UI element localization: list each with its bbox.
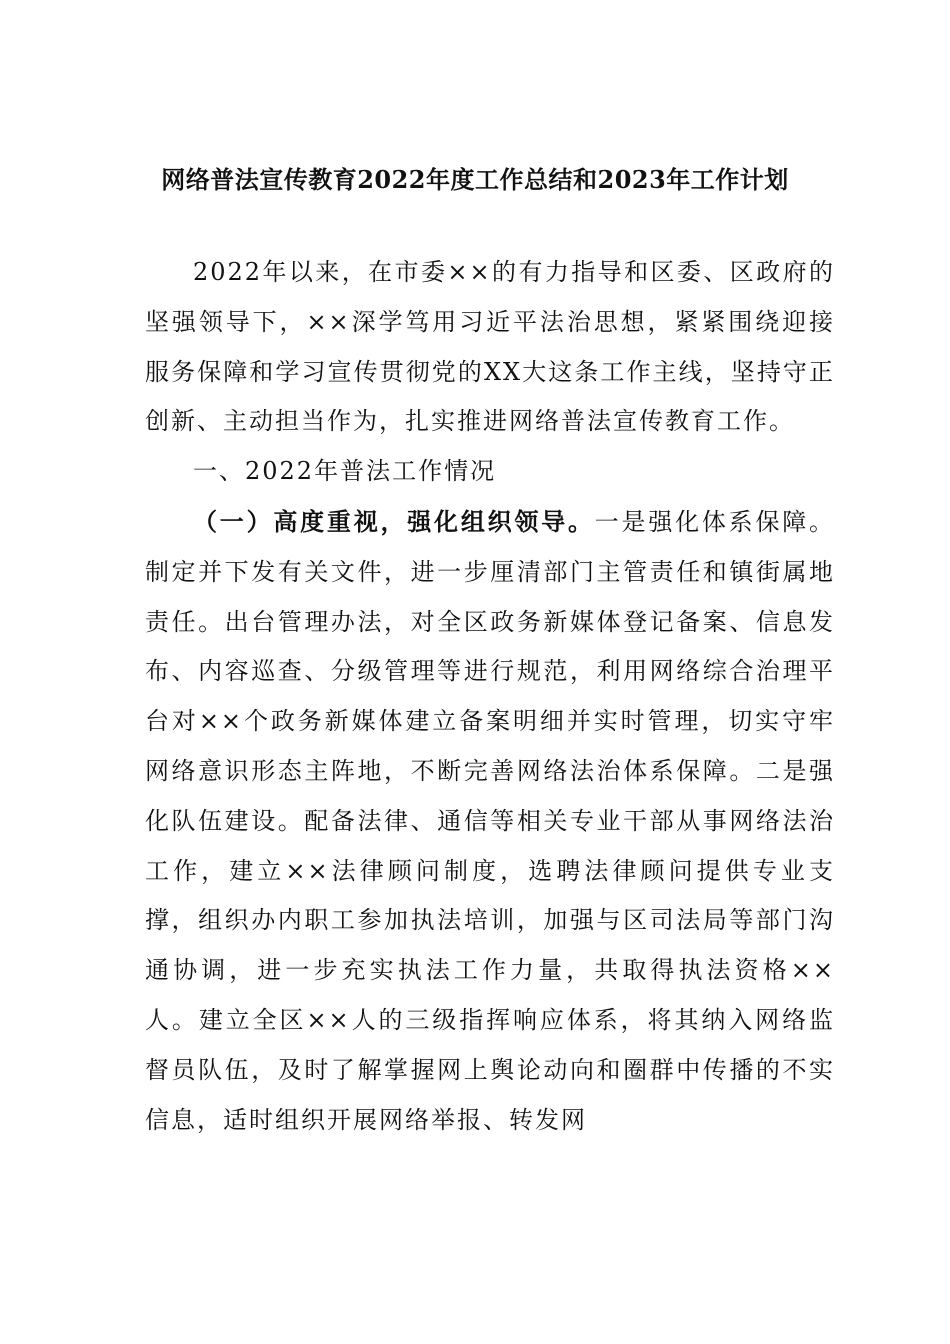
subsection-paragraph bbox=[145, 497, 835, 1145]
document-body bbox=[145, 248, 835, 1145]
intro-paragraph: 2022年以来，在市委××的有力指导和区委、区政府的坚强领导下，××深学笃用习近平法治思想，紧紧围绕迎接服务保障和学习宣传贯彻党的XX大这条工作主线，坚持守正创新、主动担当作为，扎实推进网络普法宣传教育工作。 bbox=[145, 258, 835, 436]
subsection-lead: （一）高度重视，强化组织领导。 bbox=[193, 506, 595, 536]
subsection-body: 一是强化体系保障。制定并下发有关文件，进一步厘清部门主管责任和镇街属地责任。出台管理办法，对全区政务新媒体登记备案、信息发布、内容巡查、分级管理等进行规范，利用网络综合治理平台对××个政务新媒体建立备案明细并实时管理，切实守牢网络意识形态主阵地，不断完善网络法治体系保障。二是强化队伍建设。配备法律、通信等相关专业干部从事网络法治工作，建立××法律顾问制度，选聘法律顾问提供专业支撑，组织办内职工参加执法培训，加强与区司法局等部门沟通协调，进一步充实执法工作力量，共取得执法资格××人。建立全区××人的三级指挥响应体系，将其纳入网络监督员队伍，及时了解掌握网上舆论动向和圈群中传播的不实信息，适时组织开展网络举报、转发网 bbox=[145, 507, 836, 1134]
document-title: 网络普法宣传教育2022年度工作总结和2023年工作计划 bbox=[161, 165, 789, 194]
section-heading: 一、2022年普法工作情况 bbox=[193, 457, 497, 486]
